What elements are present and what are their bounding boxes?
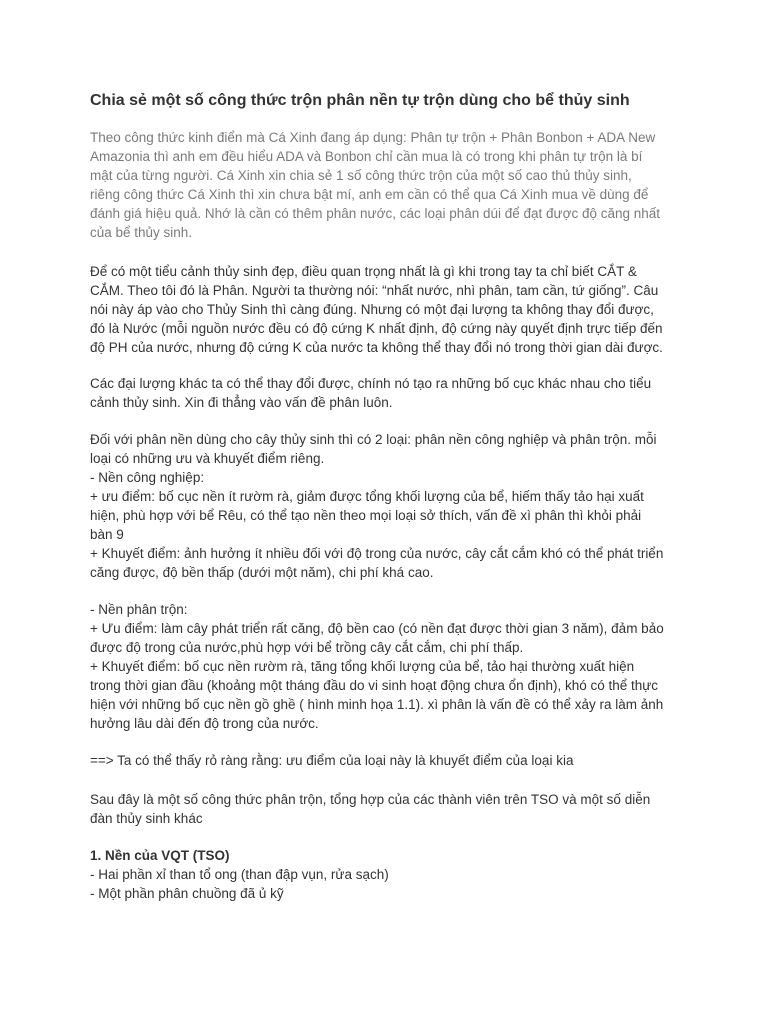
list-item: - Hai phần xỉ than tổ ong (than đập vụn, rửa sạch): [90, 867, 389, 882]
text-line: Sau đây là một số công thức phân trộn, tổng hợp của các thành viên trên TSO và một số diễn: [90, 792, 651, 807]
text-line: + Ưu điểm: làm cây phát triển rất căng, độ bền cao (có nền đạt được thời gian 3 năm), đảm bảo: [90, 621, 664, 636]
text-line: Các đại lượng khác ta có thể thay đổi được, chính nó tạo ra những bố cục khác nhau cho tiểu: [90, 376, 652, 391]
body-paragraph: [90, 790, 686, 828]
text-line: đó là Nước (mỗi nguồn nước đều có độ cứng K nhất định, độ cứng này quyết định trực tiếp đến: [90, 321, 663, 336]
text-line: trong thời gian đầu (khoảng một tháng đầu do vi sinh hoạt động chưa ổn định), khó có thể thực: [90, 678, 659, 693]
text-line: - Nền phân trộn:: [90, 602, 188, 617]
text-line: cảnh thủy sinh. Xin đi thẳng vào vấn đề phân luôn.: [90, 395, 393, 410]
text-line: Đối với phân nền dùng cho cây thủy sinh thì có 2 loại: phân nền công nghiệp và phân trộn. mỗi: [90, 432, 657, 447]
text-line: Theo công thức kinh điển mà Cá Xinh đang áp dụng: Phân tự trộn + Phân Bonbon + ADA New: [90, 130, 656, 145]
text-line: đánh giá hiệu quả. Nhớ là cần có thêm phân nước, các loại phân dúi để đạt được độ căng nhất: [90, 206, 661, 221]
text-line: CẮM. Theo tôi đó là Phân. Người ta thường nói: “nhất nước, nhì phân, tam cần, tứ giống”. Câu: [90, 283, 659, 298]
recipe-section: [90, 846, 686, 903]
text-line: độ PH của nước, nhưng độ cứng K của nước ta không thể thay đổi nó trong thời gian dài được.: [90, 340, 663, 355]
text-line: hiện với những bố cục nền gồ ghề ( hình minh họa 1.1). xì phân là vấn đề có thể xảy ra làm ảnh: [90, 697, 664, 712]
text-line: + Khuyết điểm: ảnh hưởng ít nhiều đối với độ trong của nước, cây cắt cắm khó có thể phát triển: [90, 546, 664, 561]
text-line: Để có một tiểu cảnh thủy sinh đẹp, điều quan trọng nhất là gì khi trong tay ta chỉ biết CẮT &: [90, 264, 637, 279]
text-line: + Khuyết điểm: bố cục nền rườm rà, tăng tổng khối lượng của bể, tảo hại thường xuất hiện: [90, 659, 635, 674]
text-line: + ưu điểm: bố cục nền ít rườm rà, giảm được tổng khối lượng của bể, hiếm thấy tảo hại xuất: [90, 489, 644, 504]
conclusion-paragraph: [90, 751, 686, 770]
text-line: căng được, độ bền thấp (dưới một năm), chi phí khá cao.: [90, 565, 434, 580]
list-item: - Một phần phân chuồng đã ủ kỹ: [90, 886, 284, 901]
text-line: của bể thủy sinh.: [90, 225, 193, 240]
body-paragraph: [90, 374, 686, 412]
text-line: hiện, phù hợp với bể Rêu, có thể tạo nền theo mọi loại sở thích, vấn đề xì phân thì khỏi phải: [90, 508, 642, 523]
body-paragraph: [90, 262, 686, 357]
text-line: mật của từng người. Cá Xinh xin chia sẻ 1 số công thức trộn của một số cao thủ thủy sinh,: [90, 168, 632, 183]
text-line: Amazonia thì anh em đều hiểu ADA và Bonbon chỉ cần mua là có trong khi phân tự trộn là bí: [90, 149, 643, 164]
body-paragraph: [90, 430, 686, 582]
text-line: nói này áp vào cho Thủy Sinh thì càng đúng. Nhưng có một đại lượng ta không thay đổi được,: [90, 302, 654, 317]
text-line: loại có những ưu và khuyết điểm riêng.: [90, 451, 325, 466]
text-line: được độ trong của nước,phù hợp với bể trồng cây cắt cắm, chi phí thấp.: [90, 640, 524, 655]
text-line: hưởng lâu dài đến độ trong của nước.: [90, 716, 319, 731]
article-title: Chia sẻ một số công thức trộn phân nền tự trộn dùng cho bể thủy sinh: [90, 92, 630, 109]
text-line: - Nền công nghiệp:: [90, 470, 205, 485]
body-paragraph: [90, 600, 686, 733]
text-line: ==> Ta có thể thấy rỏ ràng rằng: ưu điểm của loại này là khuyết điểm của loại kia: [90, 753, 574, 768]
section-heading: 1. Nền của VQT (TSO): [90, 848, 230, 863]
intro-paragraph: [90, 128, 686, 242]
text-line: đàn thủy sinh khác: [90, 811, 203, 826]
text-line: riêng công thức Cá Xinh thì xin chưa bật mí, anh em cần có thể qua Cá Xinh mua về dùng để: [90, 187, 649, 202]
text-line: bàn 9: [90, 527, 124, 542]
